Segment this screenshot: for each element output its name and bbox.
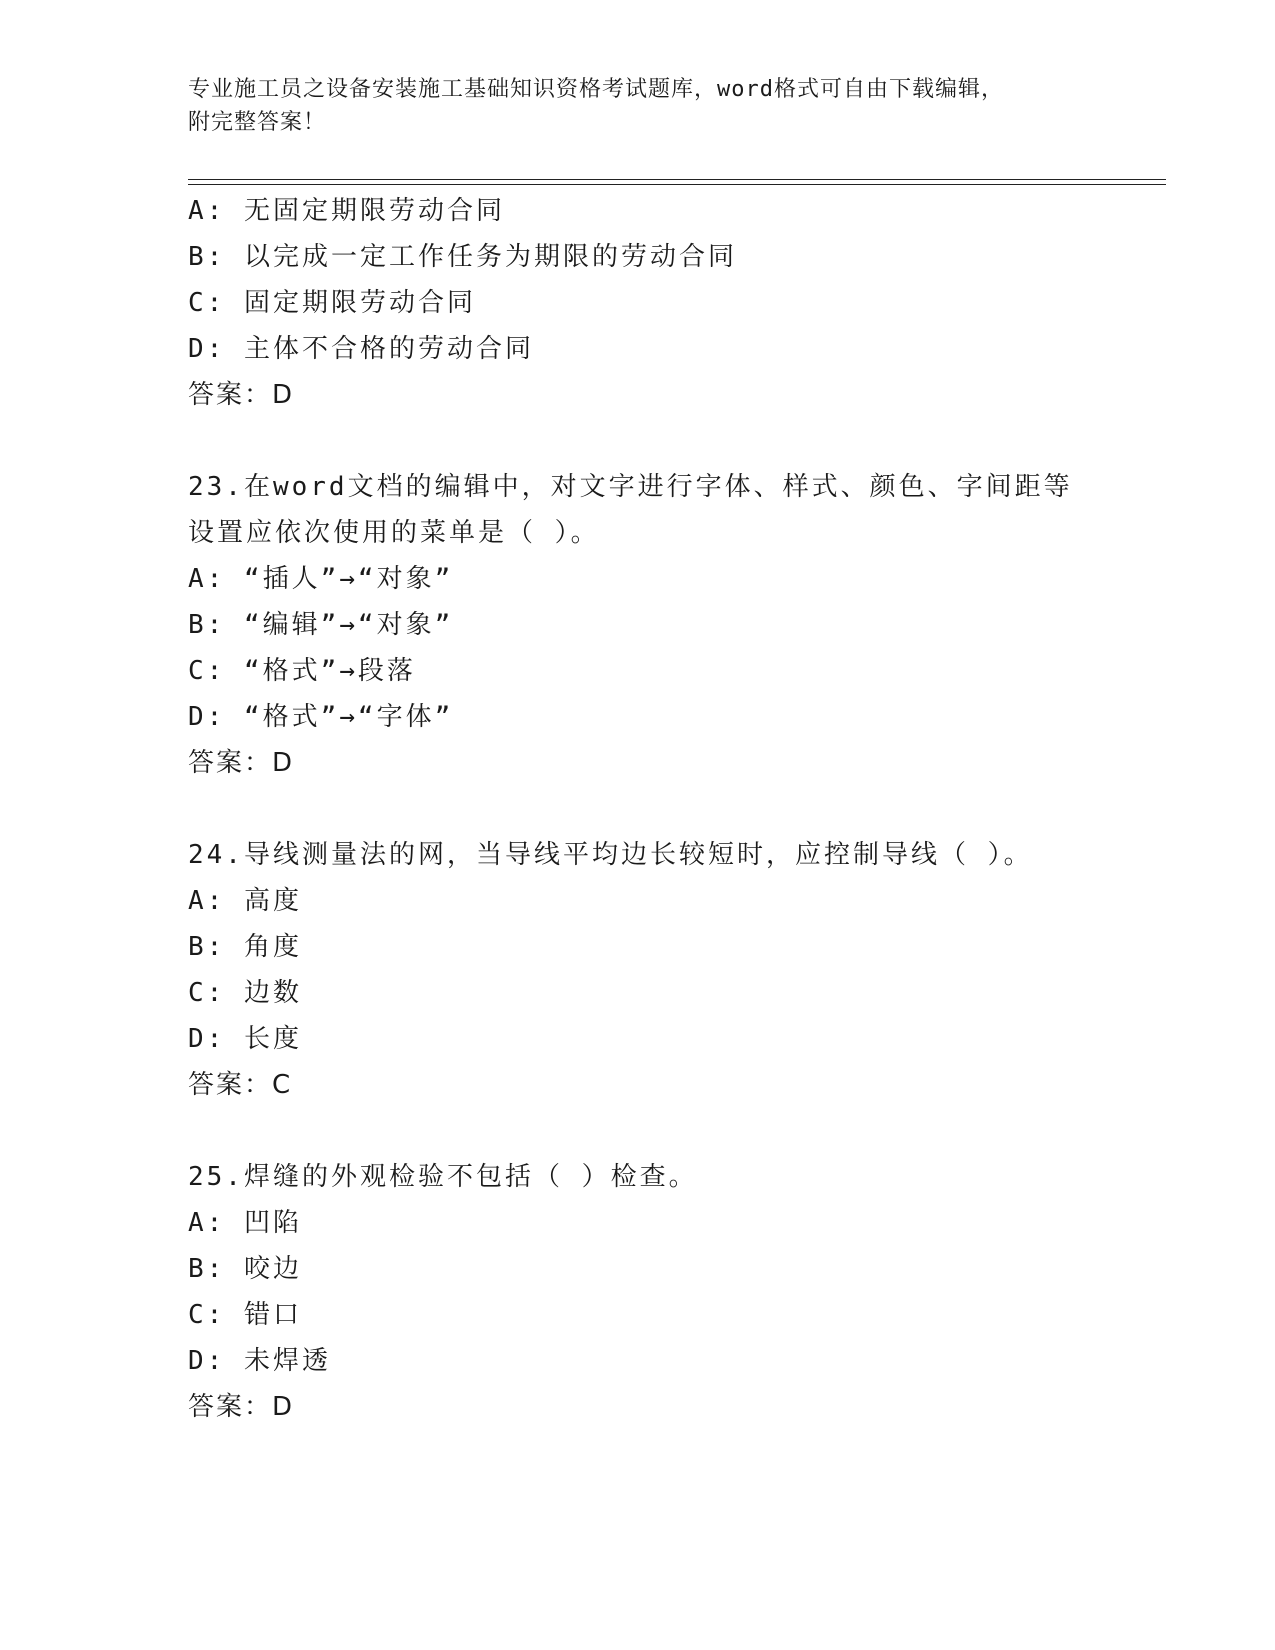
- header-line-1: 专业施工员之设备安装施工基础知识资格考试题库，word格式可自由下载编辑，: [188, 77, 1004, 102]
- option-b: B: 咬边: [188, 1254, 302, 1284]
- option-d: D: 长度: [188, 1024, 302, 1054]
- answer-line: 答案：D: [188, 1392, 295, 1422]
- header-line-2: 附完整答案！: [188, 110, 327, 135]
- answer-line: 答案：C: [188, 1070, 293, 1100]
- option-d: D: “格式”→“字体”: [188, 702, 454, 732]
- header-rule-top: [188, 179, 1166, 180]
- question-stem-line-1: 25.焊缝的外观检验不包括（ ）检查。: [188, 1162, 698, 1192]
- option-d: D: 未焊透: [188, 1346, 331, 1376]
- question-list: [188, 188, 1148, 1430]
- question-24: [188, 832, 1148, 1108]
- option-d: D: 主体不合格的劳动合同: [188, 334, 534, 364]
- spacer: [188, 786, 1148, 832]
- option-a: A: 凹陷: [188, 1208, 302, 1238]
- question-22: [188, 188, 1148, 418]
- document-header: [188, 73, 1088, 139]
- option-a: A: 无固定期限劳动合同: [188, 196, 505, 226]
- question-stem-line-1: 24.导线测量法的网，当导线平均边长较短时，应控制导线（ ）。: [188, 840, 1033, 870]
- option-c: C: 固定期限劳动合同: [188, 288, 476, 318]
- spacer: [188, 1108, 1148, 1154]
- question-stem-line-2: 设置应依次使用的菜单是（ ）。: [188, 518, 600, 548]
- option-a: A: “插人”→“对象”: [188, 564, 454, 594]
- option-c: C: 错口: [188, 1300, 302, 1330]
- question-23: [188, 464, 1148, 786]
- option-b: B: “编辑”→“对象”: [188, 610, 454, 640]
- answer-line: 答案：D: [188, 380, 295, 410]
- option-b: B: 以完成一定工作任务为期限的劳动合同: [188, 242, 737, 272]
- option-b: B: 角度: [188, 932, 302, 962]
- header-rule-bottom: [188, 184, 1166, 185]
- question-stem-line-1: 23.在word文档的编辑中，对文字进行字体、样式、颜色、字间距等: [188, 472, 1073, 502]
- answer-line: 答案：D: [188, 748, 295, 778]
- option-c: C: 边数: [188, 978, 302, 1008]
- option-a: A: 高度: [188, 886, 302, 916]
- option-c: C: “格式”→段落: [188, 656, 416, 686]
- question-25: [188, 1154, 1148, 1430]
- spacer: [188, 418, 1148, 464]
